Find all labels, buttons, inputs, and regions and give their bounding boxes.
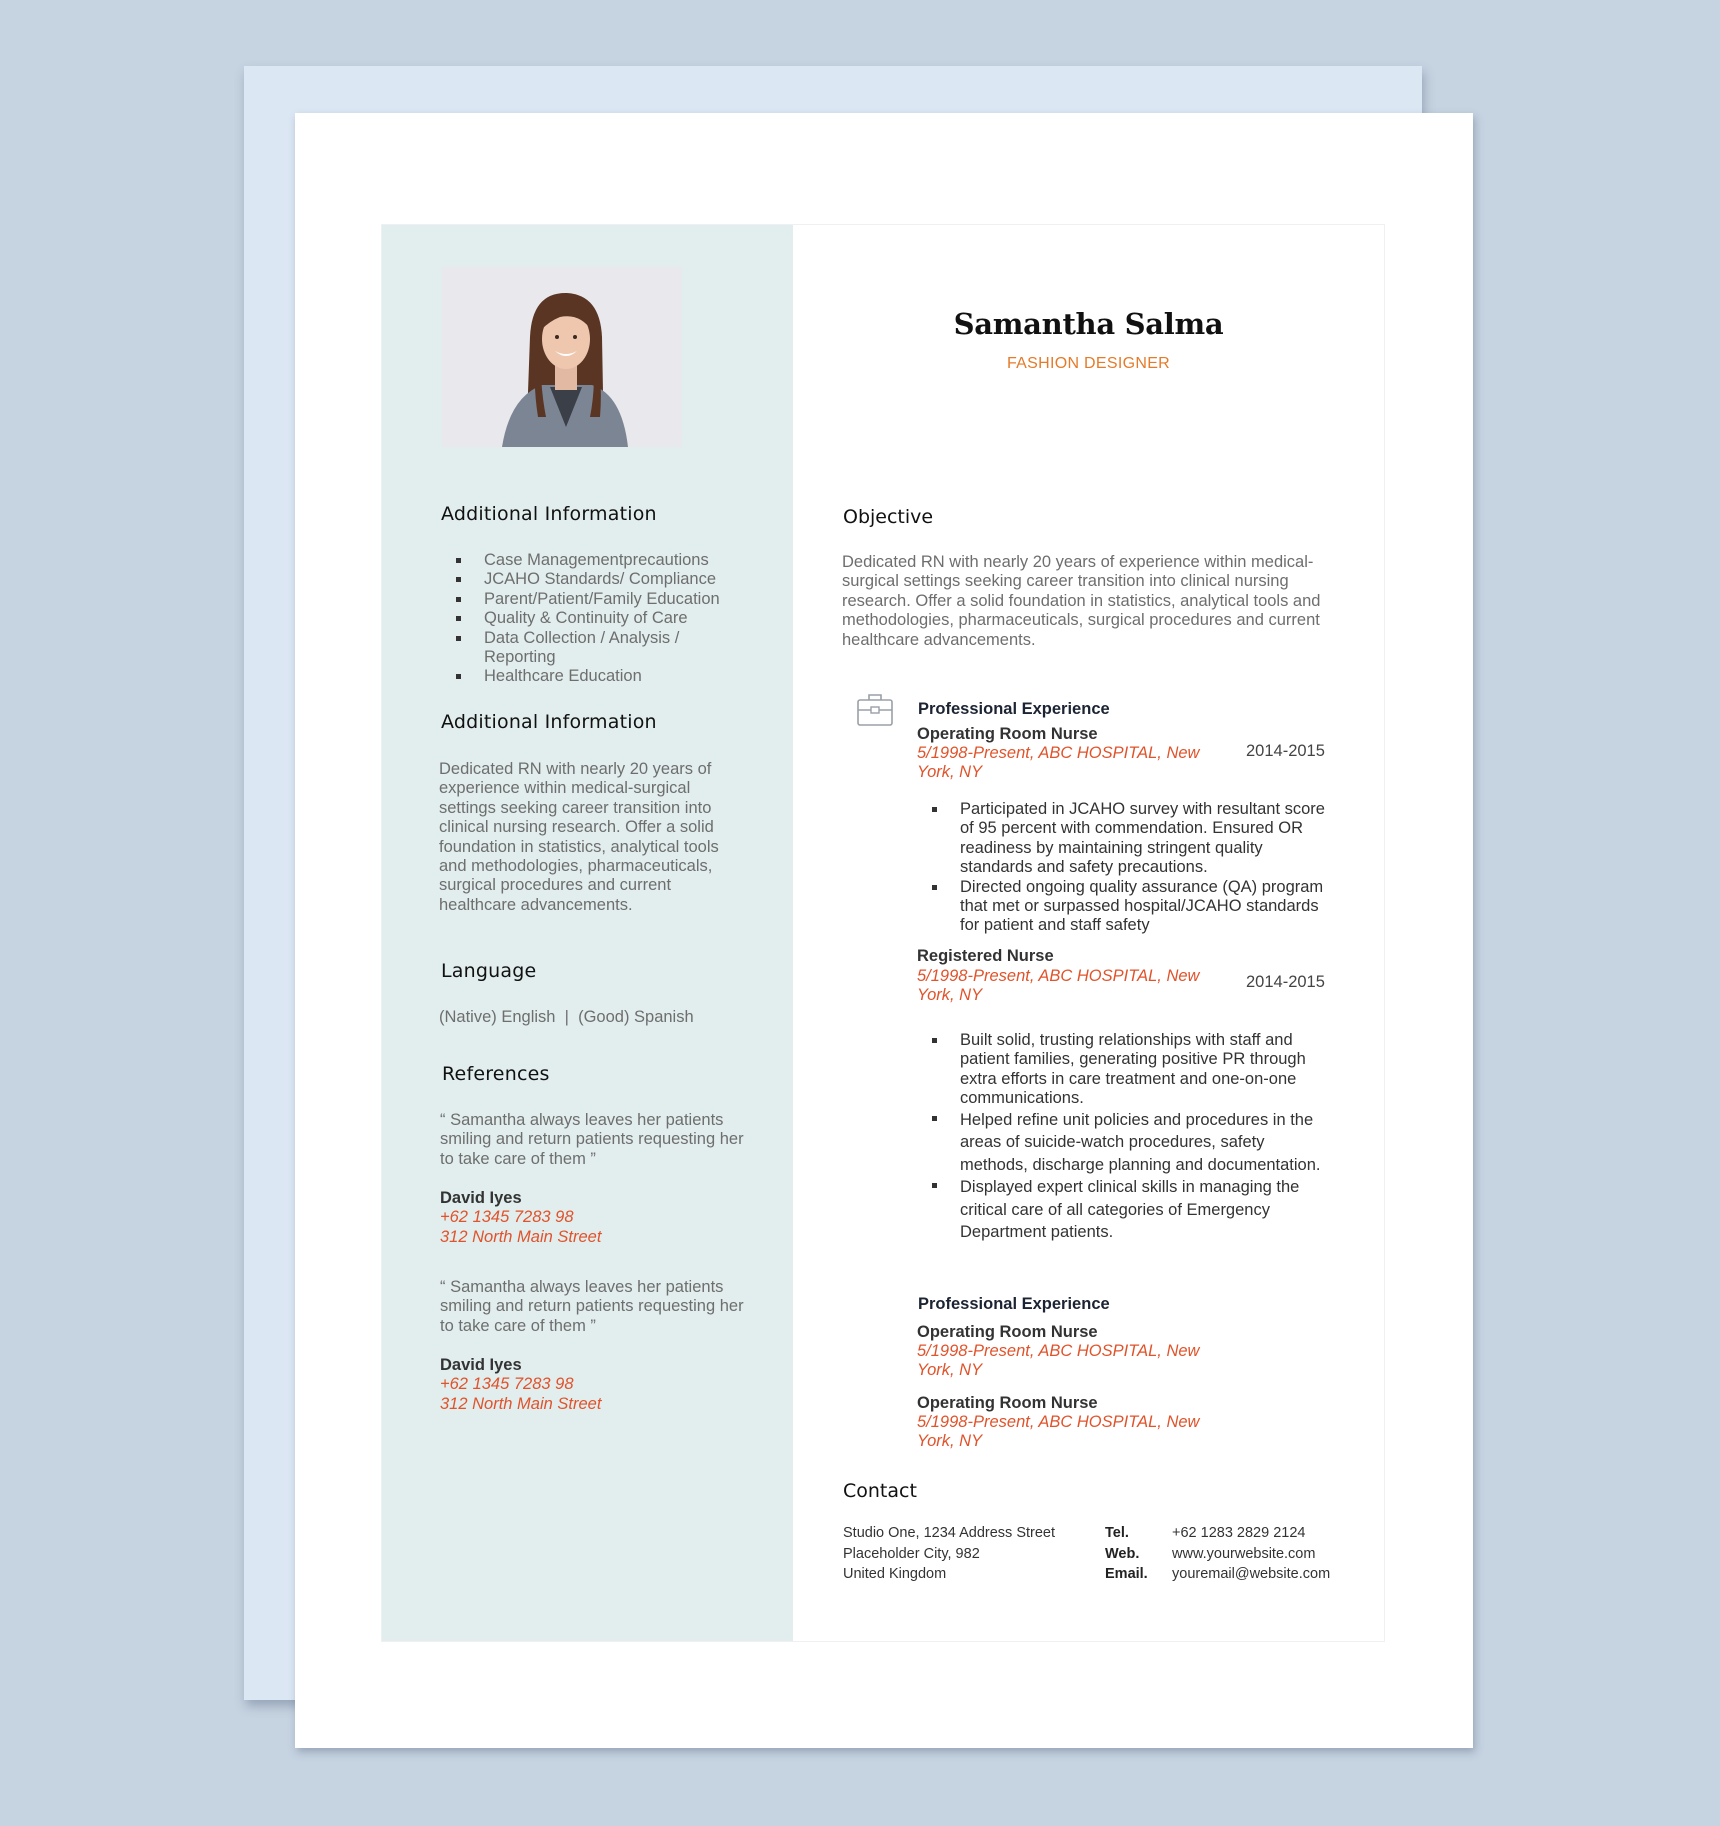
list-item: Healthcare Education [442, 667, 742, 686]
reference-name: David Iyes [440, 1189, 522, 1208]
list-item: Quality & Continuity of Care [442, 609, 742, 628]
contact-values [1172, 1523, 1330, 1585]
list-item: JCAHO Standards/ Compliance [442, 570, 742, 589]
experience-2-heading: Professional Experience [918, 1295, 1110, 1313]
reference-quote: “ Samantha always leaves her patients smiling and return patients requesting her to take care of them ” [440, 1278, 744, 1335]
candidate-role: FASHION DESIGNER [1006, 355, 1171, 372]
list-item: Built solid, trusting relationships with staff and patient families, generating positive PR through extra efforts in care treatment and one-on-one communications. [918, 1031, 1328, 1109]
address-line: United Kingdom [843, 1566, 947, 1582]
reference-phone: +62 1345 7283 98 [440, 1375, 574, 1394]
list-item: Directed ongoing quality assurance (QA) program that met or surpassed hospital/JCAHO standards for patient and staff safety [918, 878, 1328, 936]
list-item: Helped refine unit policies and procedures in the areas of suicide-watch procedures, safety methods, discharge planning and documentation. [918, 1109, 1328, 1177]
reference-phone: +62 1345 7283 98 [440, 1208, 574, 1227]
job-title: Operating Room Nurse [917, 1394, 1098, 1412]
job-title: Operating Room Nurse [917, 1323, 1098, 1341]
job-title: Registered Nurse [917, 947, 1054, 965]
candidate-name: Samantha Salma [953, 307, 1224, 341]
profile-photo [442, 267, 682, 447]
address-line: Placeholder City, 982 [843, 1545, 980, 1562]
objective-text: Dedicated RN with nearly 20 years of experience within medical-surgical settings seeking career transition into clinical nursing research. Offer a solid foundation in statistics, analytical tools and methodologies, pharmaceuticals, surgical procedures and current healthcare advancements. [842, 553, 1321, 649]
references-heading: References [442, 1063, 550, 1085]
additional-info-list [442, 551, 742, 687]
list-item: Case Managementprecautions [442, 551, 742, 570]
additional-info-2-heading: Additional Information [441, 711, 657, 733]
reference-name: David Iyes [440, 1356, 522, 1375]
additional-info-2-text: Dedicated RN with nearly 20 years of experience within medical-surgical settings seeking career transition into clinical nursing research. Offer a solid foundation in statistics, analytical tools and methodologies, pharmaceuticals, surgical procedures and current healthcare advancements. [439, 760, 719, 914]
contact-heading: Contact [843, 1480, 917, 1502]
reference-address: 312 North Main Street [440, 1394, 602, 1413]
email-value: youremail@website.com [1172, 1566, 1331, 1582]
reference-quote: “ Samantha always leaves her patients smiling and return patients requesting her to take care of them ” [440, 1111, 744, 1168]
job-place: 5/1998-Present, ABC HOSPITAL, New York, NY [917, 744, 1200, 782]
reference-1 [440, 1111, 760, 1247]
language-heading: Language [441, 960, 537, 982]
reference-2 [440, 1278, 760, 1414]
job-title: Operating Room Nurse [917, 725, 1098, 743]
list-item: Parent/Patient/Family Education [442, 590, 742, 609]
resume-document [381, 224, 1385, 1642]
job-place: 5/1998-Present, ABC HOSPITAL, New York, NY [917, 967, 1200, 1005]
list-item: Participated in JCAHO survey with resultant score of 95 percent with commendation. Ensured OR readiness by maintaining stringent quality standards and safety precautions. [918, 800, 1328, 878]
job-bullets [918, 1031, 1328, 1244]
objective-heading: Objective [843, 506, 934, 528]
additional-info-heading: Additional Information [441, 503, 657, 525]
reference-address: 312 North Main Street [440, 1227, 602, 1246]
list-item: Displayed expert clinical skills in managing the critical care of all categories of Emergency Department patients. [918, 1176, 1328, 1244]
tel-value: +62 1283 2829 2124 [1172, 1525, 1306, 1541]
email-label: Email. [1105, 1566, 1148, 1582]
web-label: Web. [1105, 1545, 1140, 1562]
job-years: 2014-2015 [1246, 742, 1325, 760]
job-bullets [918, 800, 1328, 936]
job-place: 5/1998-Present, ABC HOSPITAL, New York, NY [917, 1342, 1200, 1380]
job-place: 5/1998-Present, ABC HOSPITAL, New York, NY [917, 1413, 1200, 1451]
language-text: (Native) English | (Good) Spanish [439, 1008, 694, 1026]
experience-heading: Professional Experience [918, 700, 1110, 718]
contact-address [843, 1523, 1055, 1585]
tel-label: Tel. [1105, 1525, 1129, 1541]
main-column [793, 225, 1384, 1641]
address-line: Studio One, 1234 Address Street [843, 1525, 1055, 1541]
briefcase-icon [856, 691, 894, 732]
sidebar [382, 225, 793, 1641]
contact-labels [1105, 1523, 1148, 1585]
web-value: www.yourwebsite.com [1172, 1545, 1316, 1562]
job-years: 2014-2015 [1246, 973, 1325, 991]
list-item: Data Collection / Analysis / Reporting [442, 629, 742, 668]
